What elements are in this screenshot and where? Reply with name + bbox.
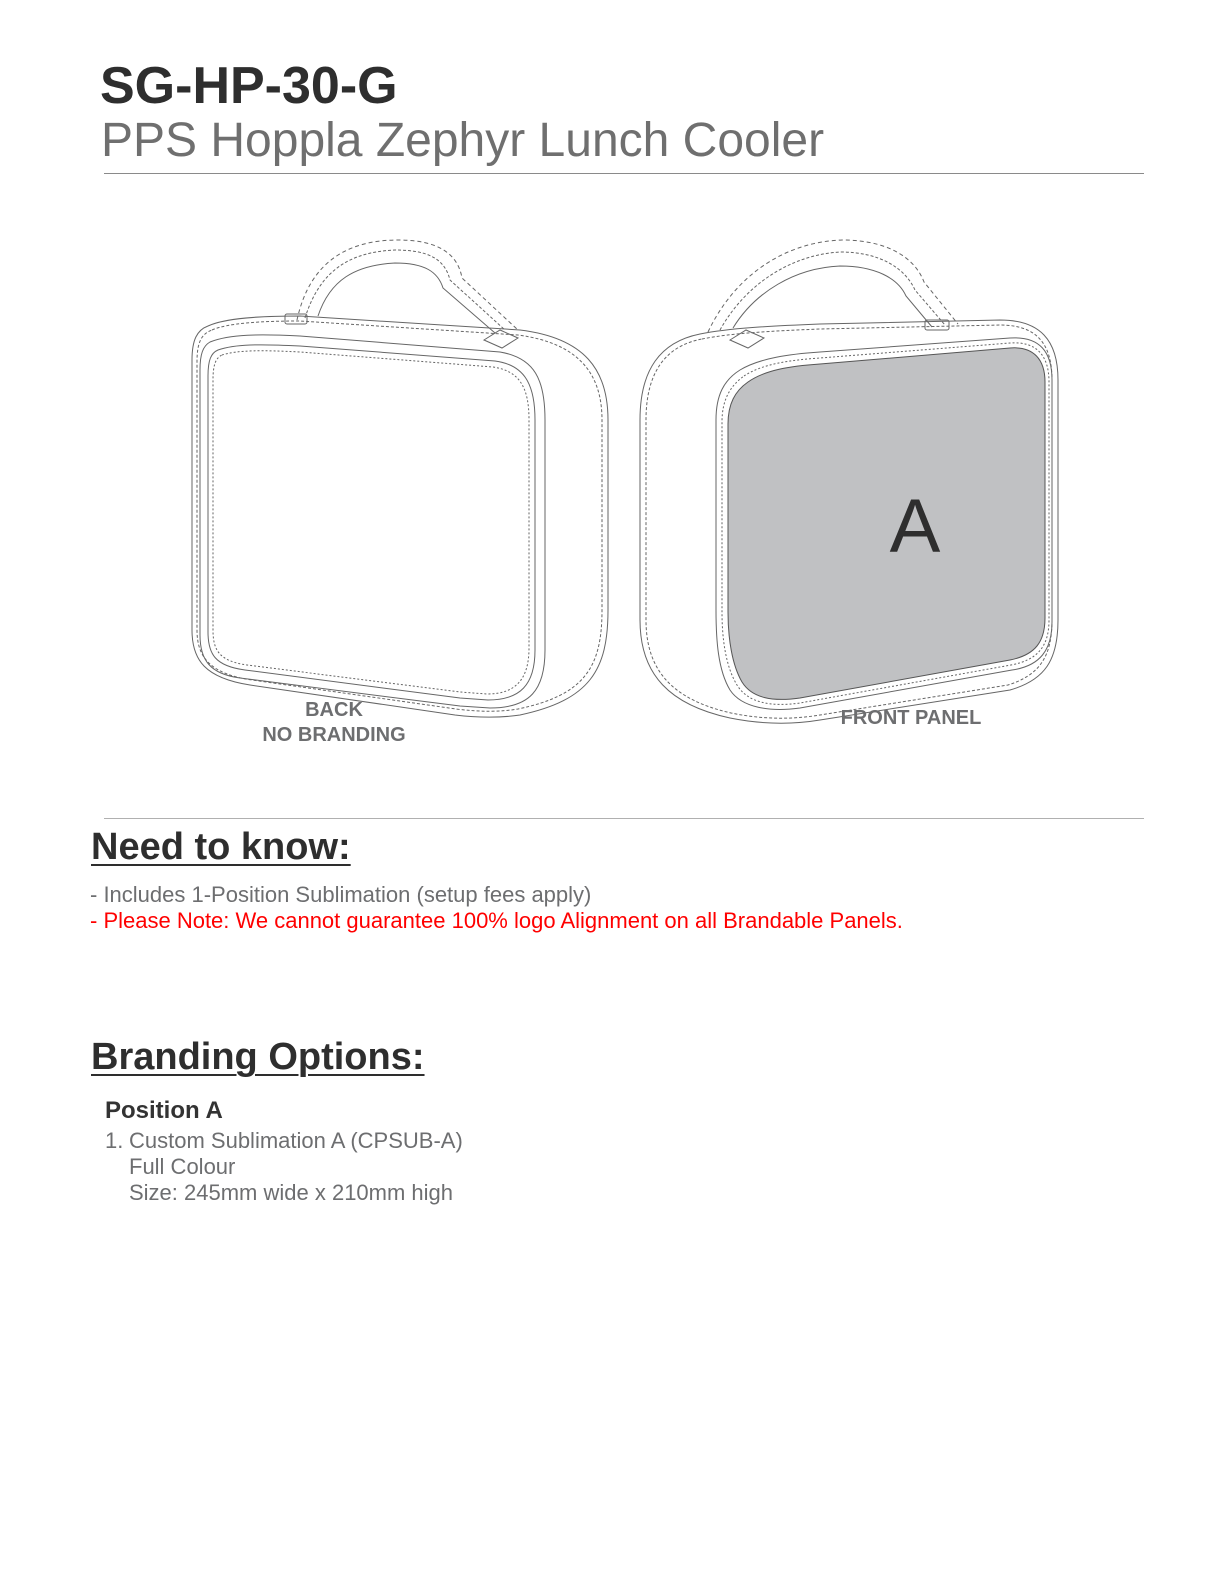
note-setup-fees: - Includes 1-Position Sublimation (setup fees apply)	[90, 882, 592, 907]
position-a-marker: A	[889, 484, 941, 569]
note-alignment-warning: - Please Note: We cannot guarantee 100% logo Alignment on all Brandable Panels.	[90, 908, 903, 933]
header-divider	[104, 173, 1144, 174]
product-name: PPS Hoppla Zephyr Lunch Cooler	[101, 114, 825, 167]
back-view-bag	[192, 240, 608, 717]
position-a-heading: Position A	[105, 1097, 223, 1124]
option-size: Size: 245mm wide x 210mm high	[129, 1180, 454, 1205]
front-branding-panel	[728, 348, 1045, 700]
front-view-label: FRONT PANEL	[840, 707, 982, 729]
product-code: SG-HP-30-G	[100, 57, 398, 115]
option-colour: Full Colour	[129, 1154, 236, 1179]
back-label-line1: BACK	[305, 699, 363, 721]
need-to-know-heading: Need to know:	[91, 826, 351, 868]
product-illustration	[0, 230, 1224, 790]
option-name: Custom Sublimation A (CPSUB-A)	[129, 1128, 463, 1153]
back-view-label	[234, 698, 434, 748]
back-label-line2: NO BRANDING	[262, 724, 406, 746]
section-divider	[104, 818, 1144, 819]
option-number: 1.	[105, 1128, 124, 1153]
branding-options-heading: Branding Options:	[91, 1036, 425, 1078]
